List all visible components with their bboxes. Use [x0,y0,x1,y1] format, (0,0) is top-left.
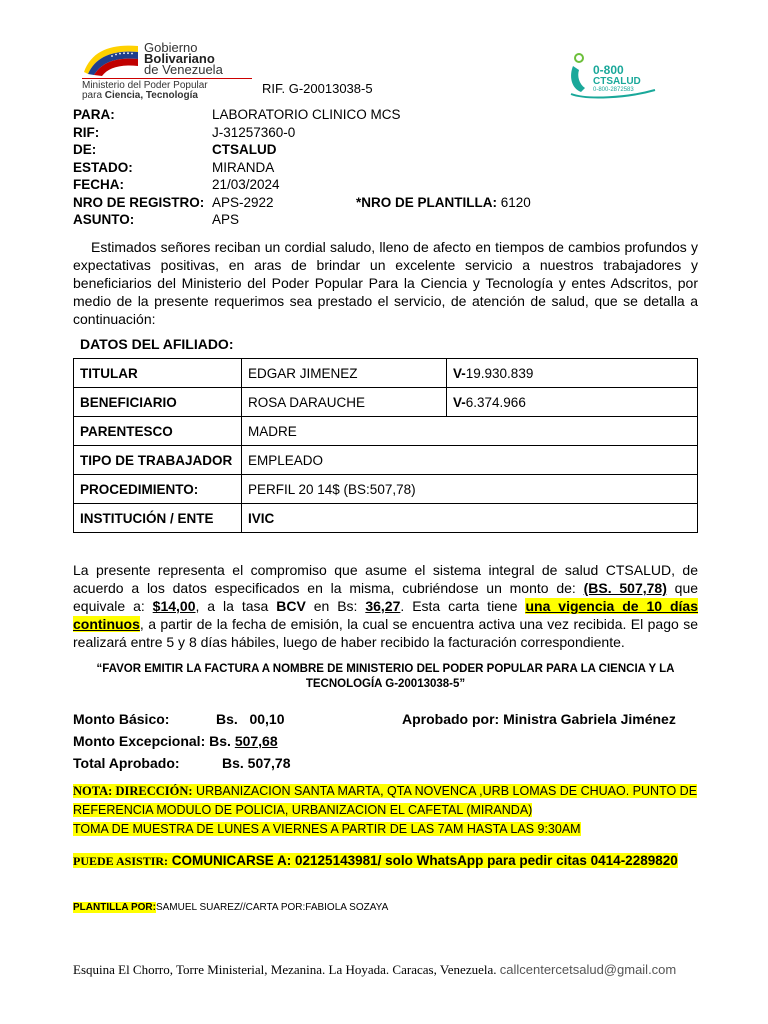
vigencia-highlight: una vigencia de 10 días continuos [73,598,698,632]
footer-address: Esquina El Chorro, Torre Ministerial, Mezanina. La Hoyada. Caracas, Venezuela. [73,962,500,977]
table-row [74,504,698,533]
table-row [74,417,698,446]
tipo-label: TIPO DE TRABAJADOR [74,446,242,475]
gov-line3: de Venezuela [144,62,223,77]
table-row [74,475,698,504]
plantilla-por: PLANTILLA POR:SAMUEL SUAREZ//CARTA POR:FABIOLA SOZAYA [73,902,389,913]
compromiso-paragraph: La presente representa el compromiso que asume el sistema integral de salud CTSALUD, de acuerdo a los datos especificados en la misma, cubriéndose un monto de: (BS. 507,78) que equivale a: $14,00, a la tasa BCV en Bs: 36,27. Esta carta tiene una vigencia de 10 días continuos, a partir de la fecha de emisión, la cual se encuentra activa una vez recibida. El pago se realizará entre 5 y 8 días hábiles, luego de haber recibido la facturación correspondiente. [73,562,699,650]
table-row [74,446,698,475]
tipo-value: EMPLEADO [242,446,698,475]
ctsalud-logo [567,52,667,100]
gov-line1: Gobierno [144,40,198,55]
total-aprobado: Total Aprobado: Bs. 507,78 [73,755,291,771]
institucion-value: IVIC [242,504,698,533]
procedimiento-label: PROCEDIMIENTO: [74,475,242,504]
ctsalud-phone-icon [567,52,667,100]
ct-logo-line3: 0-800-2872583 [593,87,634,93]
puede-asistir: PUEDE ASISTIR: COMUNICARSE A: 02125143981/ solo WhatsApp para pedir citas 0414-2289820 [73,853,678,868]
footer [73,962,676,978]
aprobado-por: Aprobado por: Ministra Gabriela Jiménez [402,711,676,727]
parentesco-label: PARENTESCO [74,417,242,446]
gov-line2: Bolivariano [144,51,215,66]
ct-logo-line1: 0-800 [593,63,624,77]
monto-usd: $14,00 [152,598,196,614]
beneficiario-value: ROSA DARAUCHE [242,388,447,417]
intro-paragraph: Estimados señores reciban un cordial saludo, lleno de afecto en tiempos de cambios profundos y expectativas positivas, en aras de brindar un excelente servicio a nuestros trabajadores y beneficiarios del Ministerio del Poder Popular Para la Ciencia y Tecnología y entes Adscritos, por medio de la presente requerimos sea prestado el servicio, de atención de salud, que se detalla a continuación: [73,239,698,327]
institucion-label: INSTITUCIÓN / ENTE [74,504,242,533]
titular-label: TITULAR [74,359,242,388]
footer-email: callcentercetsalud@gmail.com [499,962,677,977]
memo-row-registro: NRO DE REGISTRO: APS-2922 *NRO DE PLANTILLA: 6120 [73,195,531,210]
parentesco-value: MADRE [242,417,698,446]
venezuela-flag-icon [82,42,140,76]
ct-logo-line2: CTSALUD [593,76,641,87]
plantilla-number: *NRO DE PLANTILLA: 6120 [356,195,531,210]
titular-value: EDGAR JIMENEZ [242,359,447,388]
factura-note: “FAVOR EMITIR LA FACTURA A NOMBRE DE MINISTERIO DEL PODER POPULAR PARA LA CIENCIA Y LA TECNOLOGÍA G-20013038-5” [96,663,675,690]
monto-total: (BS. 507,78) [583,580,667,596]
beneficiario-id: V-6.374.966 [447,388,698,417]
titular-id: V-19.930.839 [447,359,698,388]
government-logo [82,40,262,101]
header-rif: RIF. G-20013038-5 [262,81,373,96]
datos-afiliado-title: DATOS DEL AFILIADO: [80,336,234,352]
tasa-bcv: 36,27 [365,598,401,614]
nota-direccion: NOTA: DIRECCIÓN: URBANIZACION SANTA MARTA, QTA NOVENCA ,URB LOMAS DE CHUAO. PUNTO DE REFERENCIA MODULO DE POLICIA, URBANIZACION EL CAFETAL (MIRANDA) TOMA DE MUESTRA DE LUNES A VIERNES A PARTIR DE LAS 7AM HASTA LAS 9:30AM [73,784,698,836]
ministry-name: Ministerio del Poder Popular para Ciencia, Tecnología [82,78,252,101]
monto-basico: Monto Básico: Bs. 00,10 [73,711,285,727]
procedimiento-value: PERFIL 20 14$ (BS:507,78) [242,475,698,504]
monto-excepcional: Monto Excepcional: Bs. 507,68 [73,733,278,749]
afiliado-table [73,358,698,533]
table-row [74,359,698,388]
table-row [74,388,698,417]
beneficiario-label: BENEFICIARIO [74,388,242,417]
